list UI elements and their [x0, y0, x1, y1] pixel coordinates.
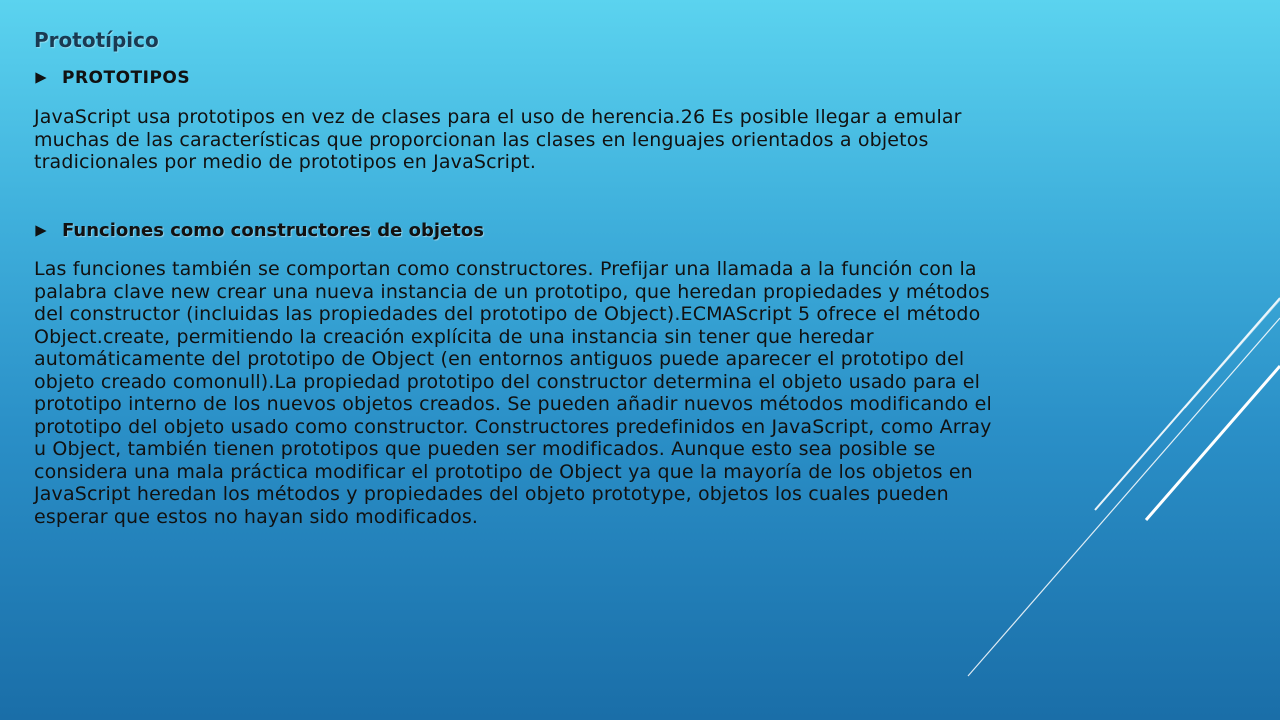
deco-line-mid: [1095, 298, 1280, 510]
paragraph-prototipos: JavaScript usa prototipos en vez de clases para el uso de herencia.26 Es posible llegar a emular muchas de las características que proporcionan las clases en lenguajes orientados a objetos tradicionales por medio de prototipos en JavaScript.: [34, 106, 962, 173]
triangle-bullet-icon: [34, 224, 48, 238]
bullet-label: PROTOTIPOS: [62, 68, 191, 88]
deco-line-short: [1185, 300, 1280, 408]
deco-line-thick: [1146, 366, 1280, 520]
paragraph-funciones: Las funciones también se comportan como constructores. Prefijar una llamada a la función con la palabra clave new crear una nueva instancia de un prototipo, que heredan propiedades y métodos del constructor (incluidas las propiedades del prototipo de Object).ECMAScript 5 ofrece el método Object.create, permitiendo la creación explícita de una instancia sin tener que heredar automáticamente del prototipo de Object (en entornos antiguos puede aparecer el prototipo del objeto creado comonull).La propiedad prototipo del constructor determina el objeto usado para el prototipo interno de los nuevos objetos creados. Se pueden añadir nuevos métodos modificando el prototipo del objeto usado como constructor. Constructores predefinidos en JavaScript, como Array u Object, también tienen prototipos que pueden ser modificados. Aunque esto sea posible se considera una mala práctica modificar el prototipo de Object ya que la mayoría de los objetos en JavaScript heredan los métodos y propiedades del objeto prototype, objetos los cuales pueden esperar que estos no hayan sido modificados.: [34, 258, 992, 528]
triangle-bullet-icon: [34, 71, 48, 85]
bullet-prototipos: [34, 68, 190, 88]
bullet-label: Funciones como constructores de objetos: [62, 220, 484, 241]
deco-line-long: [968, 318, 1280, 676]
bullet-funciones: [34, 220, 484, 241]
slide-title: Prototípico: [34, 28, 159, 52]
